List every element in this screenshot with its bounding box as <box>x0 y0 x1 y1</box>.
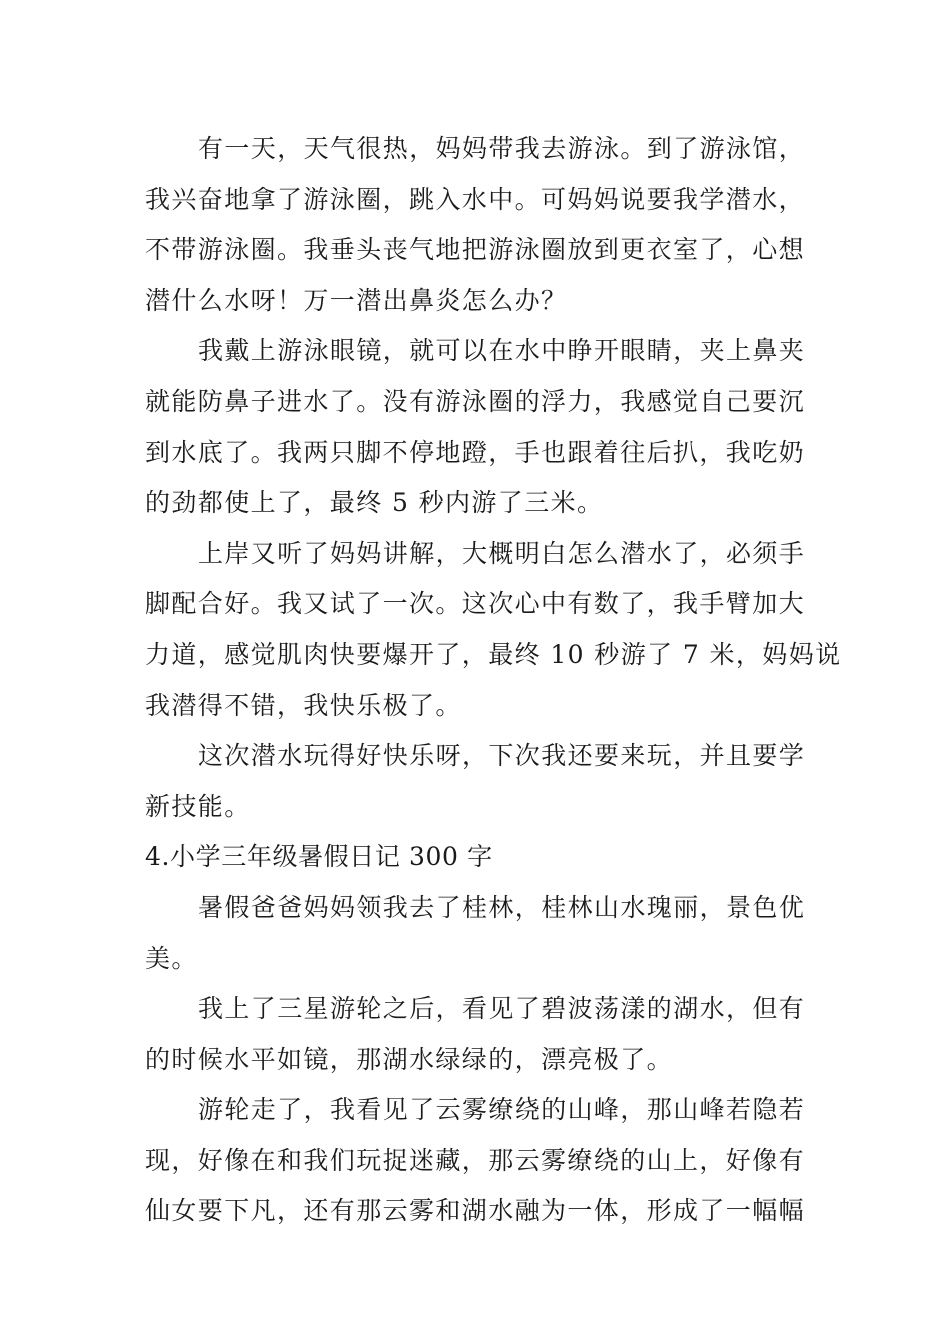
text-line: 就能防鼻子进水了。没有游泳圈的浮力，我感觉自己要沉 <box>145 386 806 416</box>
text-line: 不带游泳圈。我垂头丧气地把游泳圈放到更衣室了，心想 <box>145 235 806 265</box>
text-line: 潜什么水呀！万一潜出鼻炎怎么办？ <box>145 285 568 315</box>
text-line: 我上了三星游轮之后，看见了碧波荡漾的湖水，但有 <box>198 994 806 1024</box>
text-line: 现，好像在和我们玩捉迷藏，那云雾缭绕的山上，好像有 <box>145 1145 806 1175</box>
text-line: 有一天，天气很热，妈妈带我去游泳。到了游泳馆， <box>198 134 806 163</box>
document-body <box>145 124 842 1237</box>
text-line: 的劲都使上了，最终 5 秒内游了三米。 <box>145 488 604 518</box>
text-line: 的时候水平如镜，那湖水绿绿的，漂亮极了。 <box>145 1044 674 1074</box>
text-line: 美。 <box>145 943 198 973</box>
section-heading: 4.小学三年级暑假日记 300 字 <box>145 842 493 872</box>
text-line: 我戴上游泳眼镜，就可以在水中睁开眼睛，夹上鼻夹 <box>198 336 806 366</box>
text-line: 这次潜水玩得好快乐呀，下次我还要来玩，并且要学 <box>198 741 806 771</box>
text-line: 到水底了。我两只脚不停地蹬，手也跟着往后扒，我吃奶 <box>145 437 806 467</box>
text-line: 我潜得不错，我快乐极了。 <box>145 690 462 720</box>
text-line: 我兴奋地拿了游泳圈，跳入水中。可妈妈说要我学潜水， <box>145 184 806 214</box>
text-line: 暑假爸爸妈妈领我去了桂林，桂林山水瑰丽，景色优 <box>198 892 806 922</box>
text-line: 力道，感觉肌肉快要爆开了，最终 10 秒游了 7 米，妈妈说 <box>145 639 842 669</box>
text-line: 脚配合好。我又试了一次。这次心中有数了，我手臂加大 <box>145 589 806 619</box>
text-line: 游轮走了，我看见了云雾缭绕的山峰，那山峰若隐若 <box>198 1095 806 1125</box>
text-line: 仙女要下凡，还有那云雾和湖水融为一体，形成了一幅幅 <box>145 1196 806 1226</box>
text-line: 新技能。 <box>145 791 251 821</box>
text-line: 上岸又听了妈妈讲解，大概明白怎么潜水了，必须手 <box>198 538 806 568</box>
